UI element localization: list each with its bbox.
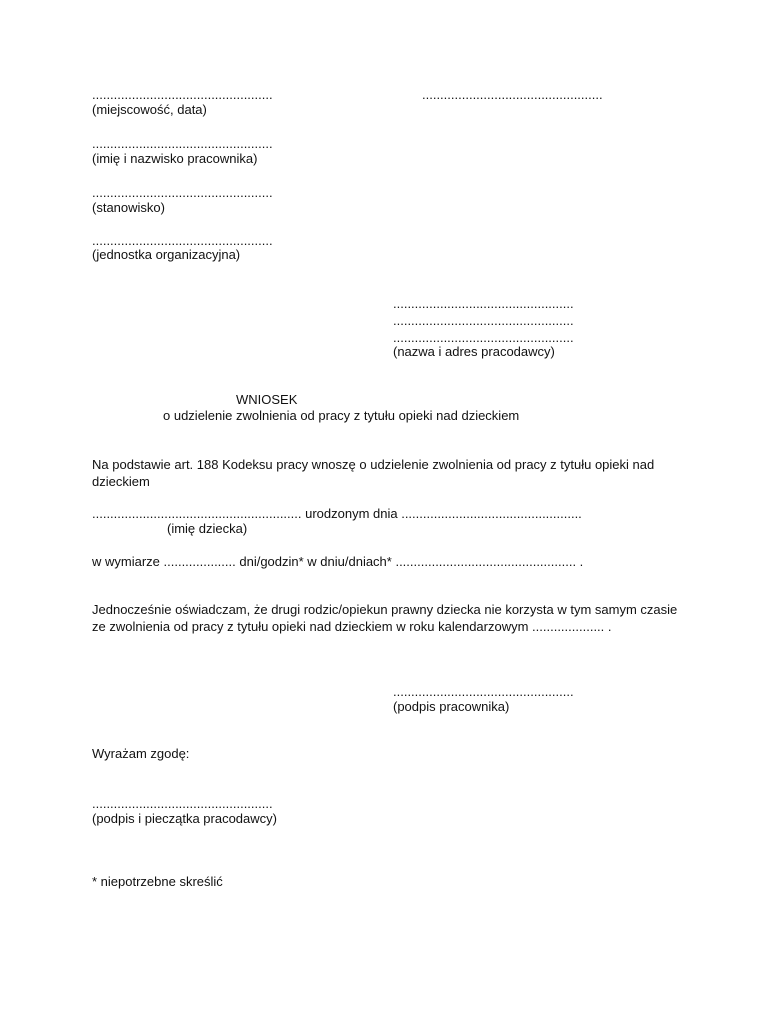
declaration-paragraph: Jednocześnie oświadczam, że drugi rodzic/opiekun prawny dziecka nie korzysta w tym samym czasie ze zwolnienia od pracy z tytułu opieki nad dzieckiem w roku kalendarzowym .................... .: [92, 602, 678, 634]
child-name-label: (imię dziecka): [167, 521, 248, 536]
footnote: * niepotrzebne skreślić: [92, 874, 223, 889]
employee-name-label: (imię i nazwisko pracownika): [92, 151, 258, 166]
employer-label: (nazwa i adres pracodawcy): [393, 344, 555, 359]
employer-dots-1: ..................................................: [393, 296, 574, 311]
employee-signature-label: (podpis pracownika): [393, 699, 510, 714]
consent-text: Wyrażam zgodę:: [92, 746, 190, 761]
employer-signature-label: (podpis i pieczątka pracodawcy): [92, 811, 277, 826]
unit-dots: ..................................................: [92, 233, 273, 248]
employer-signature-dots: ..................................................: [92, 796, 273, 811]
employee-signature-dots: ..................................................: [393, 684, 574, 699]
place-date-label: (miejscowość, data): [92, 102, 207, 117]
child-line: .......................................................... urodzonym dnia ..................................................: [92, 506, 582, 521]
place-date-dots: ..................................................: [92, 87, 273, 102]
employee-name-dots: ..................................................: [92, 136, 273, 151]
top-right-dots: ..................................................: [422, 87, 603, 102]
position-label: (stanowisko): [92, 200, 165, 215]
intro-paragraph: Na podstawie art. 188 Kodeksu pracy wnoszę o udzielenie zwolnienia od pracy z tytułu opieki nad dzieckiem: [92, 457, 655, 489]
position-dots: ..................................................: [92, 185, 273, 200]
employer-dots-2: ..................................................: [393, 313, 574, 328]
unit-label: (jednostka organizacyjna): [92, 247, 241, 262]
document-subtitle: o udzielenie zwolnienia od pracy z tytułu opieki nad dzieckiem: [163, 408, 520, 423]
employer-dots-3: ..................................................: [393, 330, 574, 345]
scope-line: w wymiarze .................... dni/godzin* w dniu/dniach* .................................................. .: [92, 554, 584, 569]
document-title: WNIOSEK: [236, 392, 298, 407]
